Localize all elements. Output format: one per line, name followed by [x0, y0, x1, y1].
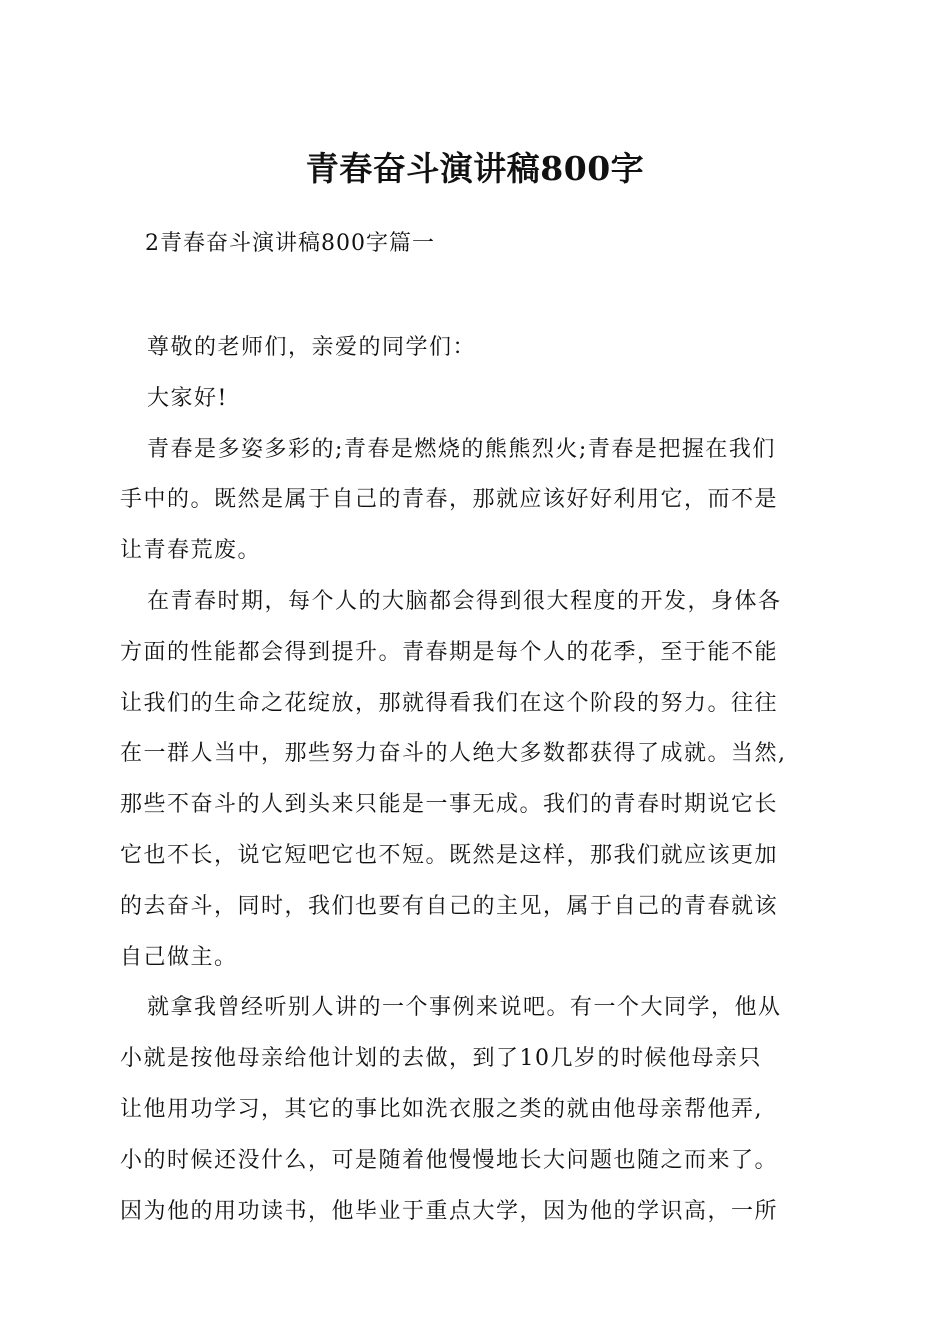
text-line: 让我们的生命之花绽放，那就得看我们在这个阶段的努力。往往	[120, 690, 779, 716]
text-line: 让青春荒废。	[120, 538, 262, 564]
text-line: 的去奋斗，同时，我们也要有自己的主见，属于自己的青春就该	[120, 893, 779, 919]
text-line: 小的时候还没什么，可是随着他慢慢地长大问题也随之而来了。	[120, 1147, 779, 1173]
document-subtitle: 2青春奋斗演讲稿800字篇一	[145, 231, 435, 256]
text-line: 青春是多姿多彩的;青春是燃烧的熊熊烈火;青春是把握在我们	[147, 436, 776, 462]
document-body	[120, 323, 840, 1237]
text-line: 在一群人当中，那些努力奋斗的人绝大多数都获得了成就。当然,	[120, 741, 787, 767]
text-line: 手中的。既然是属于自己的青春，那就应该好好利用它，而不是	[120, 487, 779, 513]
text-line: 尊敬的老师们，亲爱的同学们：	[147, 335, 477, 360]
text-line: 大家好!	[147, 385, 228, 411]
document-title: 青春奋斗演讲稿800字	[305, 149, 645, 188]
text-line: 就拿我曾经听别人讲的一个事例来说吧。有一个大同学，他从	[147, 995, 782, 1021]
text-line: 在青春时期，每个人的大脑都会得到很大程度的开发，身体各	[147, 588, 782, 614]
text-line: 让他用功学习，其它的事比如洗衣服之类的就由他母亲帮他弄,	[120, 1096, 763, 1122]
text-line: 它也不长，说它短吧它也不短。既然是这样，那我们就应该更加	[120, 842, 779, 868]
text-line: 方面的性能都会得到提升。青春期是每个人的花季，至于能不能	[120, 639, 779, 665]
text-line: 自己做主。	[120, 944, 238, 970]
text-line: 小就是按他母亲给他计划的去做，到了10几岁的时候他母亲只	[120, 1046, 762, 1072]
text-line: 因为他的用功读书，他毕业于重点大学，因为他的学识高，一所	[120, 1198, 779, 1224]
text-line: 那些不奋斗的人到头来只能是一事无成。我们的青春时期说它长	[120, 792, 779, 818]
